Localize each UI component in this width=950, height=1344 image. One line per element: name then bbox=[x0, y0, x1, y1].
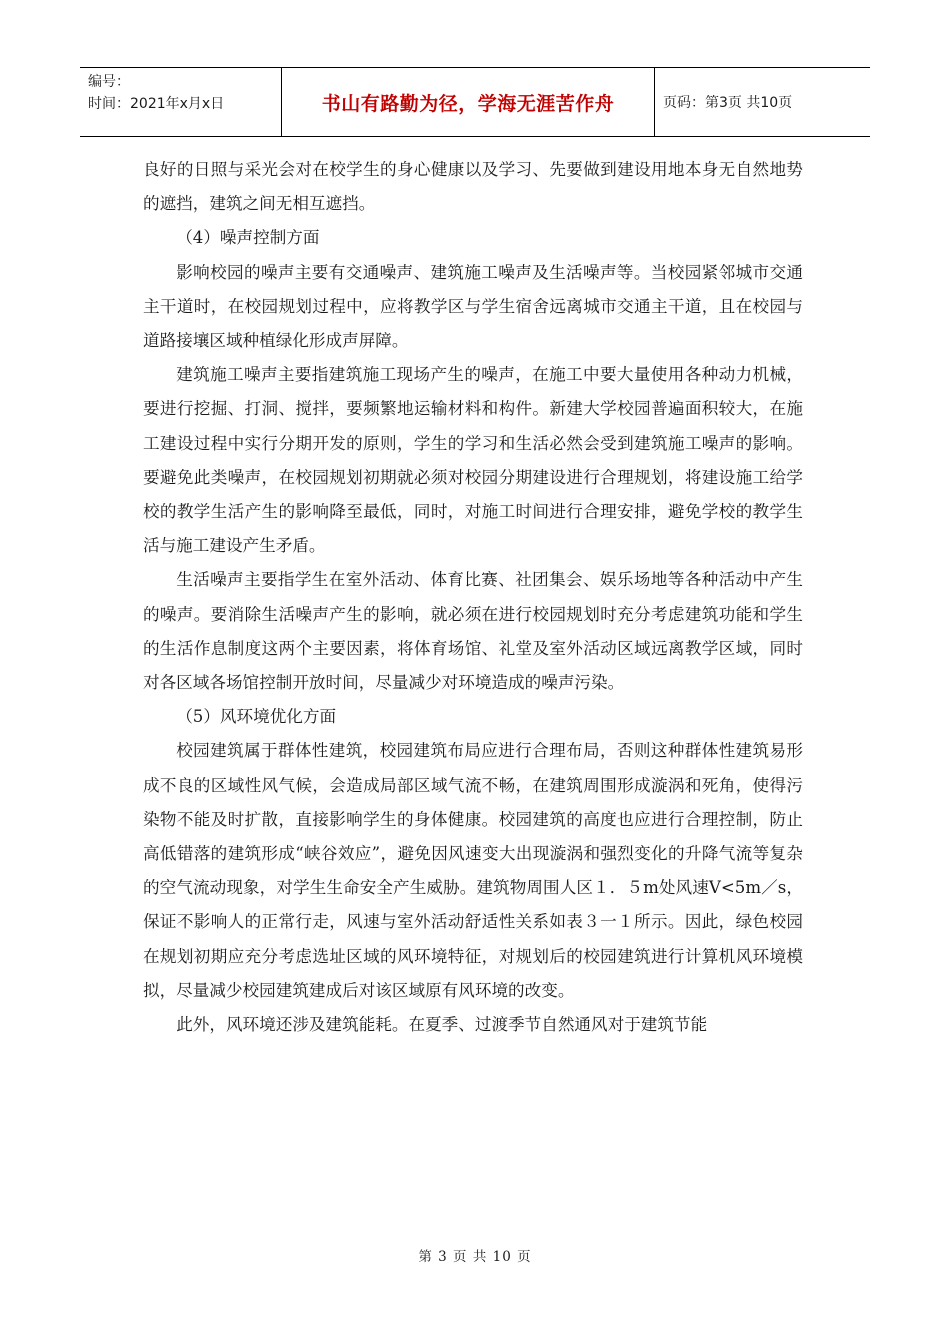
header-motto-cell bbox=[282, 68, 655, 136]
section-heading-noise: （4）噪声控制方面 bbox=[176, 228, 320, 248]
footer-page-number: 第 3 页 共 10 页 bbox=[418, 1249, 532, 1265]
paragraph: 建筑施工噪声主要指建筑施工现场产生的噪声，在施工中要大量使用各种动力机械，要进行挖掘、打洞、搅拌，要频繁地运输材料和构件。新建大学校园普遍面积较大，在施工建设过程中实行分期开发的原则，学生的学习和生活必然会受到建筑施工噪声的影响。要避免此类噪声，在校园规划初期就必须对校园分期建设进行合理规划，将建设施工给学校的教学生活产生的影响降至最低，同时，对施工时间进行合理安排，避免学校的教学生活与施工建设产生矛盾。 bbox=[143, 365, 803, 556]
document-date: 时间：2021年x月x日 bbox=[88, 96, 225, 112]
page-header bbox=[80, 67, 870, 137]
paragraph: 生活噪声主要指学生在室外活动、体育比赛、社团集会、娱乐场地等各种活动中产生的噪声。要消除生活噪声产生的影响，就必须在进行校园规划时充分考虑建筑功能和学生的生活作息制度这两个主要因素，将体育场馆、礼堂及室外活动区域远离教学区域，同时对各区域各场馆控制开放时间，尽量减少对环境造成的噪声污染。 bbox=[143, 570, 803, 693]
paragraph: 此外，风环境还涉及建筑能耗。在夏季、过渡季节自然通风对于建筑节能 bbox=[176, 1015, 708, 1035]
header-page-info: 页码：第3页 共10页 bbox=[663, 95, 793, 111]
paragraph: 影响校园的噪声主要有交通噪声、建筑施工噪声及生活噪声等。当校园紧邻城市交通主干道时，在校园规划过程中，应将教学区与学生宿舍远离城市交通主干道，且在校园与道路接壤区域种植绿化形成声屏障。 bbox=[143, 262, 803, 351]
header-meta-cell bbox=[80, 68, 282, 136]
document-body bbox=[143, 153, 803, 1042]
paragraph-continued: 良好的日照与采光会对在校学生的身心健康以及学习、先要做到建设用地本身无自然地势的遮挡，建筑之间无相互遮挡。 bbox=[143, 160, 803, 214]
paragraph: 校园建筑属于群体性建筑，校园建筑布局应进行合理布局，否则这种群体性建筑易形成不良的区域性风气候，会造成局部区域气流不畅，在建筑周围形成漩涡和死角，使得污染物不能及时扩散，直接影响学生的身体健康。校园建筑的高度也应进行合理控制，防止高低错落的建筑形成“峡谷效应”，避免因风速变大出现漩涡和强烈变化的升降气流等复杂的空气流动现象，对学生生命安全产生威胁。建筑物周围人区１．５m处风速V<5m／s，保证不影响人的正常行走，风速与室外活动舒适性关系如表３一１所示。因此，绿色校园在规划初期应充分考虑选址区域的风环境特征，对规划后的校园建筑进行计算机风环境模拟，尽量减少校园建筑建成后对该区域原有风环境的改变。 bbox=[143, 741, 803, 1000]
page-footer bbox=[0, 1245, 950, 1265]
header-motto: 书山有路勤为径，学海无涯苦作舟 bbox=[321, 92, 615, 115]
header-page-cell bbox=[655, 68, 870, 136]
document-number-label: 编号： bbox=[88, 74, 130, 90]
section-heading-wind: （5）风环境优化方面 bbox=[176, 707, 337, 727]
